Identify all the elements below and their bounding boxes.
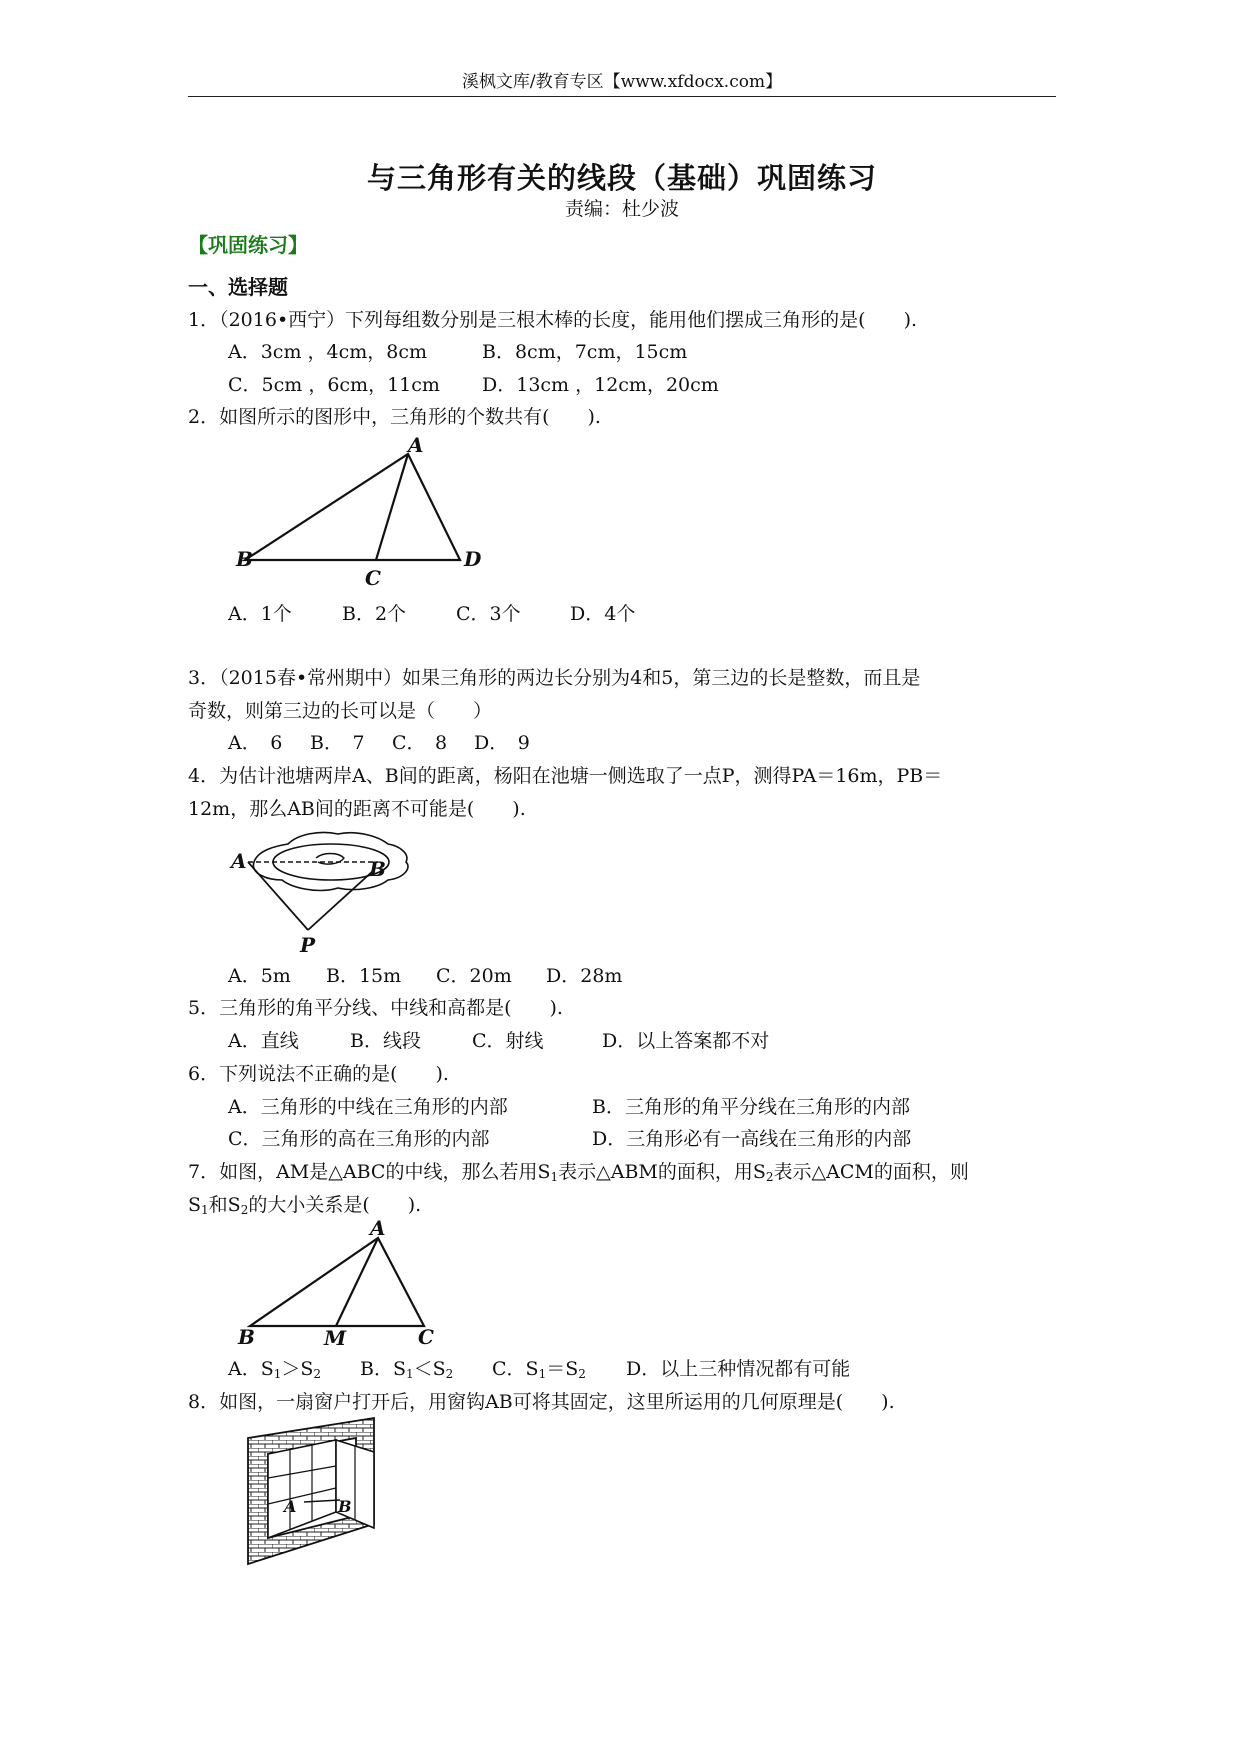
option-d: D．以上答案都不对 [602, 1030, 770, 1052]
option-b: B． 7 [310, 732, 365, 754]
option-b: B．2个 [342, 603, 407, 625]
point-label-b: B [369, 857, 386, 881]
question-2-stem: 2．如图所示的图形中，三角形的个数共有( ). [188, 406, 601, 428]
question-6-options-row-2 [228, 1125, 1096, 1153]
vertex-label-c: C [418, 1325, 434, 1348]
option-a: A．三角形的中线在三角形的内部 [228, 1096, 508, 1118]
page-title: 与三角形有关的线段（基础）巩固练习 [366, 161, 877, 195]
option-d: D．28m [546, 965, 623, 987]
point-label-a: A [284, 1497, 297, 1516]
page-header: 溪枫文库/教育专区【www.xfdocx.com】 [461, 72, 783, 92]
point-label-p: P [300, 933, 316, 957]
question-3-stem-line-1: 3．（2015春•常州期中）如果三角形的两边长分别为4和5，第三边的长是整数，而且是 [188, 667, 921, 689]
point-label-a: A [231, 849, 247, 873]
option-d: D．三角形必有一高线在三角形的内部 [592, 1128, 912, 1150]
option-c: C．$S_1=S_2$ [492, 1358, 586, 1381]
option-b: B．三角形的角平分线在三角形的内部 [592, 1096, 910, 1118]
header-rule [188, 96, 1056, 97]
question-4-options [228, 962, 1096, 990]
question-8-stem: 8．如图，一扇窗户打开后，用窗钩AB可将其固定，这里所运用的几何原理是( ). [188, 1391, 895, 1413]
option-c: C． 8 [392, 732, 448, 754]
question-7-stem-line-1: 7．如图，AM是△ABC的中线，那么若用$S_1$表示△ABM的面积，用$S_2$表示△ACM的面积，则 [188, 1161, 969, 1184]
option-d: D．以上三种情况都有可能 [626, 1358, 851, 1380]
question-5-stem: 5．三角形的角平分线、中线和高都是( ). [188, 997, 563, 1019]
question-7-options [228, 1355, 1096, 1388]
option-c: C．射线 [472, 1030, 544, 1052]
segment-ap [248, 862, 308, 930]
option-a: A．5m [228, 965, 291, 987]
vertex-label-c: C [365, 566, 381, 590]
option-a: A．$S_1>S_2$ [228, 1358, 322, 1381]
question-4-stem-line-2: 12m，那么AB间的距离不可能是( ). [188, 798, 526, 820]
question-7-figure [228, 1218, 448, 1348]
option-a: A．1个 [228, 603, 292, 625]
editor-line: 责编：杜少波 [564, 198, 679, 220]
question-4-pond-figure [228, 822, 428, 962]
option-d: D．4个 [570, 603, 636, 625]
vertex-label-b: B [238, 1325, 255, 1348]
vertex-label-a: A [370, 1218, 386, 1240]
option-c: C．20m [436, 965, 512, 987]
triangle-abd [245, 454, 460, 560]
part-heading: 一、选择题 [188, 275, 288, 299]
option-d: D． 9 [474, 732, 530, 754]
question-8-window-figure [244, 1416, 424, 1566]
option-b: B．线段 [350, 1030, 421, 1052]
option-c: C．三角形的高在三角形的内部 [228, 1128, 490, 1150]
point-label-b: B [338, 1497, 352, 1516]
question-3-options [228, 729, 1096, 757]
segment-ac [376, 454, 408, 560]
option-b: B．8cm，7cm，15cm [482, 341, 688, 363]
option-a: A． 6 [228, 732, 283, 754]
question-6-stem: 6．下列说法不正确的是( ). [188, 1063, 449, 1085]
question-4-stem-line-1: 4．为估计池塘两岸A、B间的距离，杨阳在池塘一侧选取了一点P，测得PA＝16m，PB＝ [188, 765, 943, 787]
option-c: C．3个 [456, 603, 521, 625]
question-1-options-row-2 [228, 371, 1096, 399]
question-1-options-row-1 [228, 338, 1096, 366]
vertex-label-b: B [236, 547, 253, 571]
option-b: B．$S_1<S_2$ [360, 1358, 454, 1381]
option-a: A．直线 [228, 1030, 299, 1052]
option-b: B．15m [326, 965, 402, 987]
question-7-stem-line-2: $S_1$和$S_2$的大小关系是( ). [188, 1194, 422, 1217]
point-label-m: M [324, 1326, 347, 1348]
triangle-abc [250, 1238, 424, 1326]
vertex-label-d: D [464, 547, 482, 571]
question-2-figure [225, 432, 495, 592]
question-3-stem-line-2: 奇数，则第三边的长可以是（ ） [188, 700, 493, 722]
vertex-label-a: A [408, 433, 424, 457]
question-1-stem: 1．（2016•西宁）下列每组数分别是三根木棒的长度，能用他们摆成三角形的是( ). [188, 309, 918, 331]
question-6-options-row-1 [228, 1093, 1096, 1121]
section-tag: 【巩固练习】 [188, 233, 308, 257]
question-2-options [228, 600, 1096, 628]
option-c: C．5cm ，6cm，11cm [228, 374, 440, 396]
option-d: D．13cm ，12cm，20cm [482, 374, 719, 396]
option-a: A．3cm ，4cm，8cm [228, 341, 427, 363]
question-5-options [228, 1027, 1096, 1055]
